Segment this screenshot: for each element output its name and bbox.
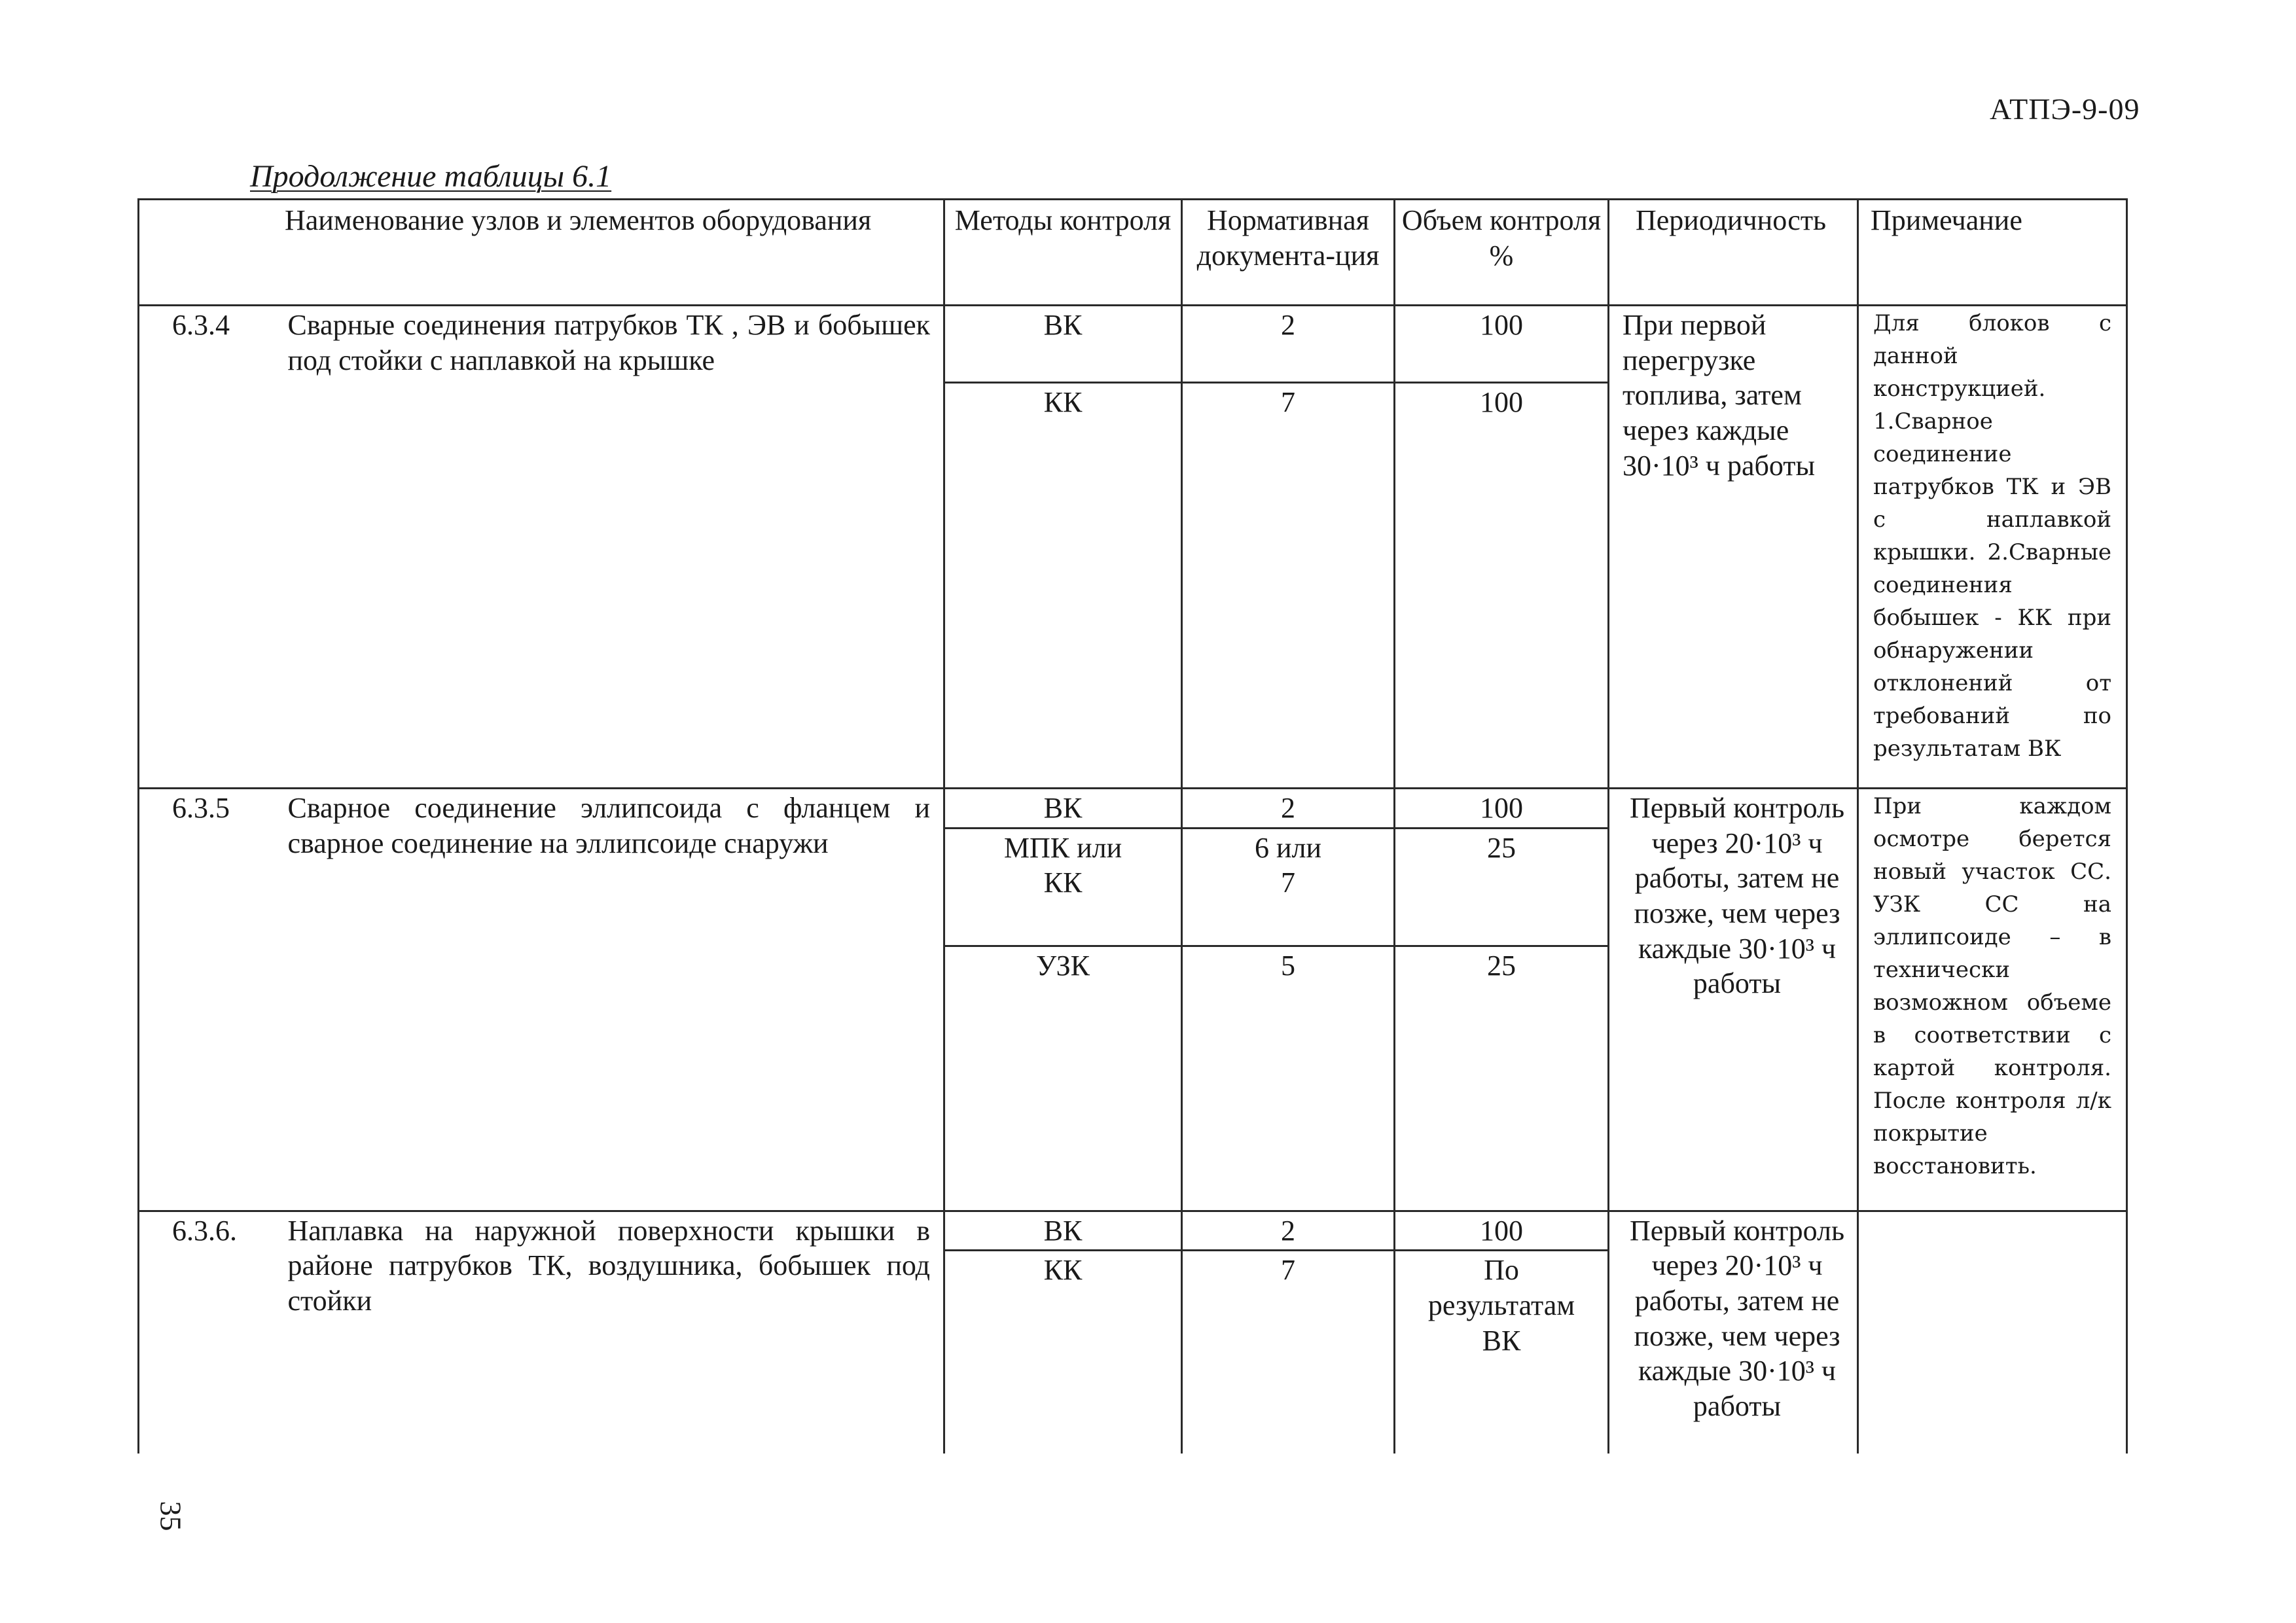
control-volume: По результатам ВК xyxy=(1395,1251,1609,1454)
row-number: 6.3.6. xyxy=(139,1211,283,1454)
note xyxy=(1858,1211,2127,1454)
normative-doc: 7 xyxy=(1182,383,1395,789)
normative-doc: 2 xyxy=(1182,789,1395,829)
normative-doc: 2 xyxy=(1182,1211,1395,1251)
page-number: 35 xyxy=(154,1501,188,1531)
row-number: 6.3.4 xyxy=(139,306,283,789)
table-header-row xyxy=(139,200,2127,306)
row-element-name: Сварные соединения патрубков ТК , ЭВ и бобышек под стойки с наплавкой на крышке xyxy=(283,306,944,789)
control-volume: 25 xyxy=(1395,828,1609,946)
row-element-name: Сварное соединение эллипсоида с фланцем и сварное соединение на эллипсоиде снаружи xyxy=(283,789,944,1211)
table-row xyxy=(139,789,2127,829)
control-method: МПК или КК xyxy=(944,828,1182,946)
column-header-name: Наименование узлов и элементов оборудования xyxy=(139,200,944,306)
normative-doc: 7 xyxy=(1182,1251,1395,1454)
control-volume: 100 xyxy=(1395,383,1609,789)
row-element-name: Наплавка на наружной поверхности крышки в районе патрубков ТК, воздушника, бобышек под стойки xyxy=(283,1211,944,1454)
column-header-methods: Методы контроля xyxy=(944,200,1182,306)
row-number: 6.3.5 xyxy=(139,789,283,1211)
control-method: УЗК xyxy=(944,946,1182,1211)
column-header-normative-docs: Нормативная документа-ция xyxy=(1182,200,1395,306)
control-volume: 100 xyxy=(1395,789,1609,829)
normative-doc: 6 или 7 xyxy=(1182,828,1395,946)
column-header-volume: Объем контроля % xyxy=(1395,200,1609,306)
control-method: ВК xyxy=(944,306,1182,383)
table-row xyxy=(139,1211,2127,1251)
control-volume: 25 xyxy=(1395,946,1609,1211)
control-method: КК xyxy=(944,383,1182,789)
control-method: КК xyxy=(944,1251,1182,1454)
control-volume: 100 xyxy=(1395,306,1609,383)
note: Для блоков с данной конструкцией. 1.Сварное соединение патрубков ТК и ЭВ с наплавкой крышки. 2.Сварные соединения бобышек - КК при обнаружении отклонений от требований по результатам ВК xyxy=(1858,306,2127,789)
table-row xyxy=(139,306,2127,383)
inspection-table xyxy=(137,198,2128,1454)
control-volume: 100 xyxy=(1395,1211,1609,1251)
normative-doc: 2 xyxy=(1182,306,1395,383)
control-method: ВК xyxy=(944,1211,1182,1251)
note: При каждом осмотре берется новый участок СС. УЗК СС на эллипсоиде – в технически возможном объеме в соответствии с картой контроля. После контроля л/к покрытие восстановить. xyxy=(1858,789,2127,1211)
document-code: АТПЭ-9-09 xyxy=(1990,92,2140,126)
periodicity: Первый контроль через 20·10³ ч работы, затем не позже, чем через каждые 30·10³ ч работы xyxy=(1609,1211,1858,1454)
control-method: ВК xyxy=(944,789,1182,829)
table-caption: Продолжение таблицы 6.1 xyxy=(250,159,612,194)
normative-doc: 5 xyxy=(1182,946,1395,1211)
periodicity: Первый контроль через 20·10³ ч работы, затем не позже, чем через каждые 30·10³ ч работы xyxy=(1609,789,1858,1211)
column-header-note: Примечание xyxy=(1858,200,2127,306)
column-header-periodicity: Периодичность xyxy=(1609,200,1858,306)
periodicity: При первой перегрузке топлива, затем через каждые 30·10³ ч работы xyxy=(1609,306,1858,789)
